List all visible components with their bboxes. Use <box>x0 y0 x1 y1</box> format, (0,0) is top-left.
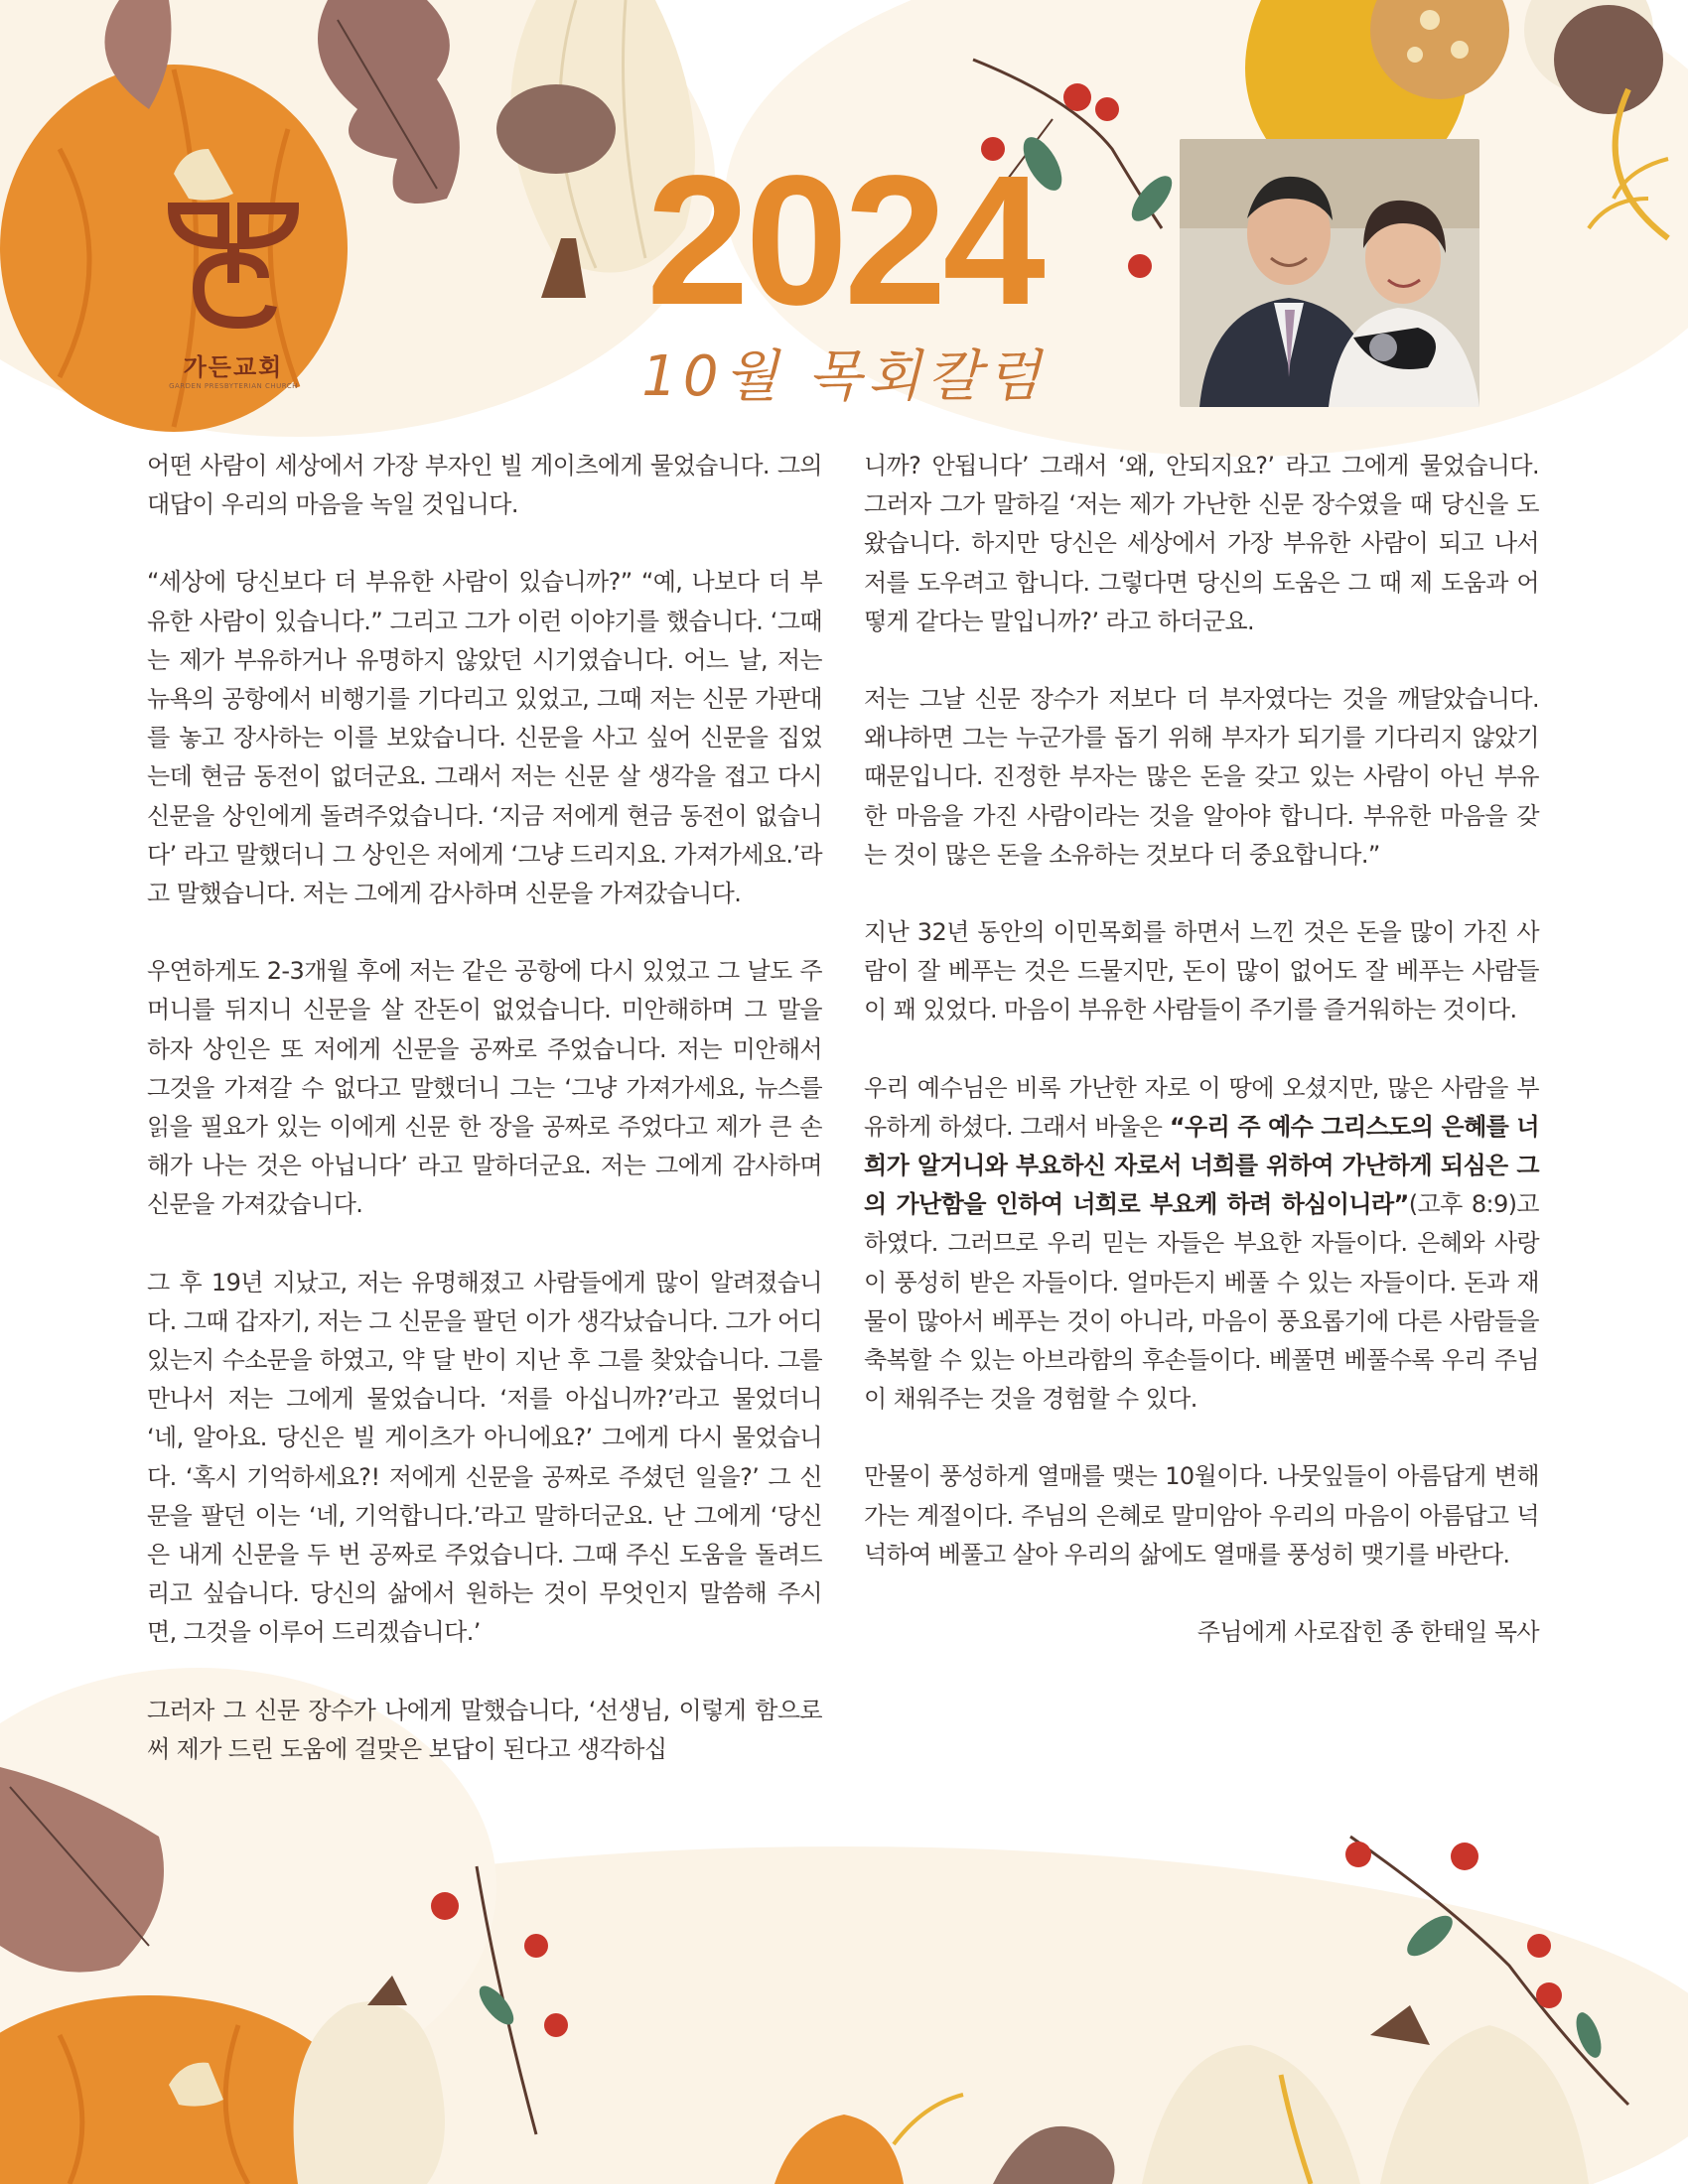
column-right <box>864 447 1539 1691</box>
church-logo-mark <box>154 189 313 338</box>
article-paragraph: “세상에 당신보다 더 부유한 사람이 있습니까?” “예, 나보다 더 부유한 사람이 있습니다.” 그리고 그가 이런 이야기를 했습니다. ‘그때는 제가 부유하거나 유명하지 않았던 시기였습니다. 어느 날, 저는 뉴욕의 공항에서 비행기를 기다리고 있었고, 그때 저는 신문 가판대를 놓고 장사하는 이를 보았습니다. 신문을 사고 싶어 신문을 집었는데 현금 동전이 없더군요. 그래서 저는 신문 살 생각을 접고 다시 신문을 상인에게 돌려주었습니다. ‘지금 저에게 현금 동전이 없습니다’ 라고 말했더니 그 상인은 저에게 ‘그냥 드리지요. 가져가세요.’라고 말했습니다. 저는 그에게 감사하며 신문을 가져갔습니다. <box>147 568 822 908</box>
article-paragraph: 지난 32년 동안의 이민목회를 하면서 느낀 것은 돈을 많이 가진 사람이 잘 베푸는 것은 드물지만, 돈이 많이 없어도 잘 베푸는 사람들이 꽤 있었다. 마음이 부유한 사람들이 주기를 즐거워하는 것이다. <box>864 918 1539 1024</box>
author-signature: 주님에게 사로잡힌 종 한태일 목사 <box>1196 1618 1539 1647</box>
article-paragraph-scripture <box>864 1069 1539 1420</box>
pastor-couple-photo <box>1180 139 1479 407</box>
article-paragraph: 우연하게도 2-3개월 후에 저는 같은 공항에 다시 있었고 그 날도 주머니를 뒤지니 신문을 살 잔돈이 없었습니다. 미안해하며 그 말을 하자 상인은 또 저에게 신문을 공짜로 주었습니다. 저는 미안해서 그것을 가져갈 수 없다고 말했더니 그는 ‘그냥 가져가세요, 뉴스를 읽을 필요가 있는 이에게 신문 한 장을 공짜로 주었다고 제가 큰 손해가 나는 것은 아닙니다’ 라고 말하더군요. 저는 그에게 감사하며 신문을 가져갔습니다. <box>147 957 822 1219</box>
scripture-intro: 우리 예수님은 비록 가난한 자로 이 땅에 오셨지만, 많은 사람을 부유하게 하셨다. 그래서 바울은 <box>864 1073 1539 1141</box>
scripture-followup: (고후 8:9)고 하였다. 그러므로 우리 믿는 자들은 부요한 자들이다. 은혜와 사랑이 풍성히 받은 자들이다. 얼마든지 베풀 수 있는 자들이다. 돈과 재물이 많아서 베푸는 것이 아니라, 마음이 풍요롭기에 다른 사람들을 축복할 수 있는 아브라함의 후손들이다. 베풀면 베풀수록 우리 주님이 채워주는 것을 경험할 수 있다. <box>864 1190 1539 1414</box>
article-paragraph: 그러자 그 신문 장수가 나에게 말했습니다, ‘선생님, 이렇게 함으로써 제가 드린 도움에 걸맞은 보답이 된다고 생각하십 <box>147 1696 822 1763</box>
article-paragraph: 만물이 풍성하게 열매를 맺는 10월이다. 나뭇잎들이 아름답게 변해가는 계절이다. 주님의 은혜로 말미암아 우리의 마음이 아름답고 넉넉하여 베풀고 살아 우리의 삶에도 열매를 풍성히 맺기를 바란다. <box>864 1462 1539 1569</box>
scripture-quote: “우리 주 예수 그리스도의 은혜를 너희가 알거니와 부요하신 자로서 너희를 위하여 가난하게 되심은 그의 가난함을 인하여 너희로 부요케 하려 하심이니라” <box>864 1112 1539 1219</box>
column-left <box>147 447 822 1808</box>
page-subtitle: 10월 목회칼럼 <box>641 344 1047 409</box>
article-paragraph: 저는 그날 신문 장수가 저보다 더 부자였다는 것을 깨달았습니다. 왜냐하면 그는 누군가를 돕기 위해 부자가 되기를 기다리지 않았기 때문입니다. 진정한 부자는 많은 돈을 갖고 있는 사람이 아닌 부유한 마음을 가진 사람이라는 것을 알아야 합니다. 부유한 마음을 갖는 것이 많은 돈을 소유하는 것보다 더 중요합니다.” <box>864 685 1539 869</box>
article-paragraph: 니까? 안됩니다’ 그래서 ‘왜, 안되지요?’ 라고 그에게 물었습니다. 그러자 그가 말하길 ‘저는 제가 가난한 신문 장수였을 때 당신을 도왔습니다. 하지만 당신은 세상에서 가장 부유한 사람이 되고 나서 저를 도우려고 합니다. 그렇다면 당신의 도움은 그 때 제 도움과 어떻게 같다는 말입니까?’ 라고 하더군요. <box>864 452 1539 635</box>
church-name-english: GARDEN PRESBYTERIAN CHURCH <box>169 382 298 390</box>
church-name: 가든교회 <box>183 353 284 381</box>
church-logo <box>139 189 328 390</box>
article-paragraph: 어떤 사람이 세상에서 가장 부자인 빌 게이츠에게 물었습니다. 그의 대답이 우리의 마음을 녹일 것입니다. <box>147 452 822 519</box>
article-paragraph: 그 후 19년 지났고, 저는 유명해졌고 사람들에게 많이 알려졌습니다. 그때 갑자기, 저는 그 신문을 팔던 이가 생각났습니다. 그가 어디 있는지 수소문을 하였고, 약 달 반이 지난 후 그를 찾았습니다. 그를 만나서 저는 그에게 물었습니다. ‘저를 아십니까?’라고 물었더니 ‘네, 알아요. 당신은 빌 게이츠가 아니에요?’ 그에게 다시 물었습니다. ‘혹시 기억하세요?! 저에게 신문을 공짜로 주셨던 일을?’ 그 신문을 팔던 이는 ‘네, 기억합니다.’라고 말하더군요. 난 그에게 ‘당신은 내게 신문을 두 번 공짜로 주었습니다. 그때 주신 도움을 돌려드리고 싶습니다. 당신의 삶에서 원하는 것이 무엇인지 말씀해 주시면, 그것을 이루어 드리겠습니다.’ <box>147 1268 822 1647</box>
page-title-year: 2024 <box>646 138 1042 343</box>
